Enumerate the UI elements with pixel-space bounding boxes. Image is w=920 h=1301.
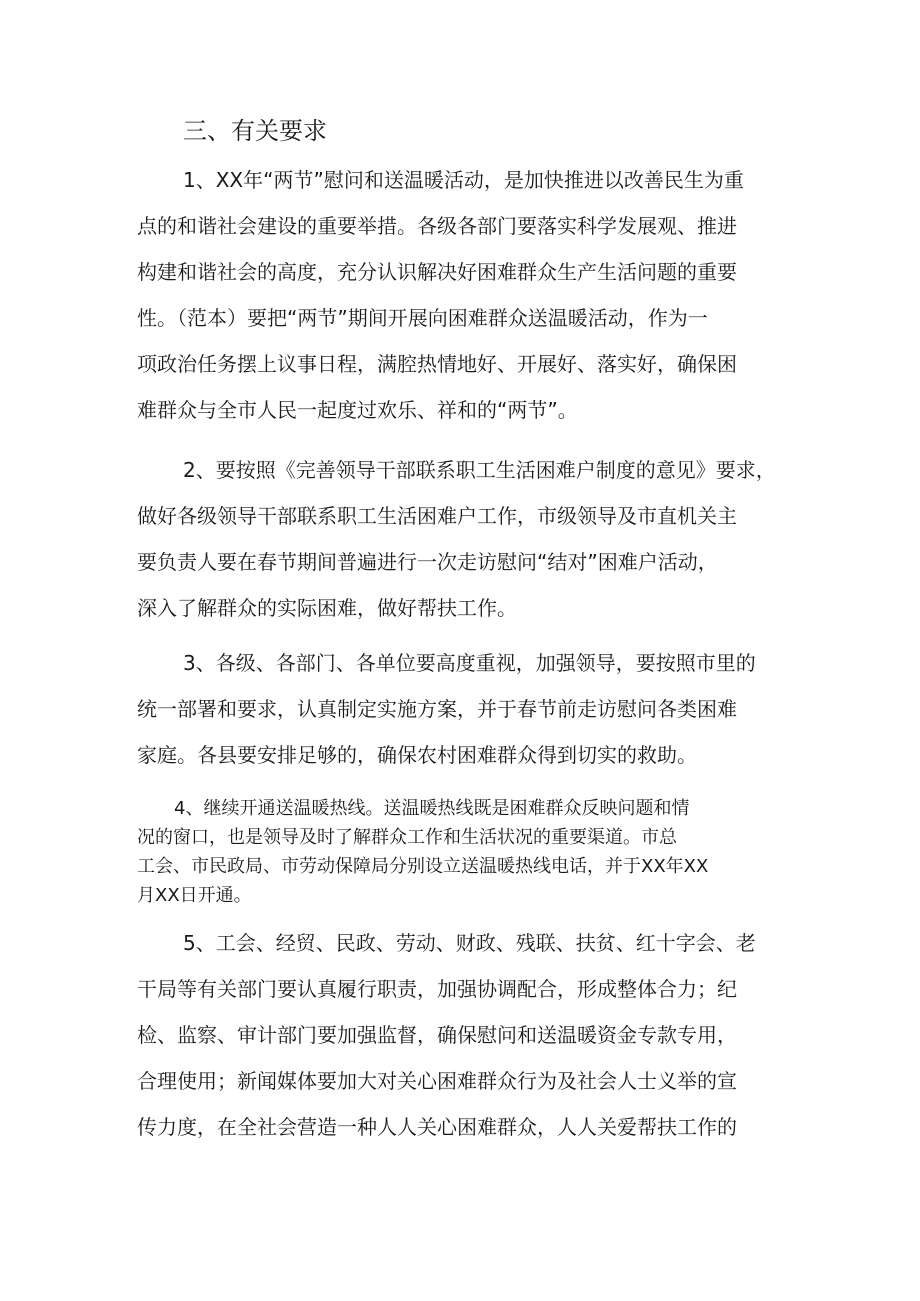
paragraph-line: 家庭。各县要安排足够的，确保农村困难群众得到切实的救助。 [137, 743, 697, 767]
paragraph-line: 4、继续开通送温暖热线。送温暖热线既是困难群众反映问题和情 [174, 798, 690, 819]
paragraph-line: 做好各级领导干部联系职工生活困难户工作，市级领导及市直机关主 [137, 504, 737, 528]
paragraph-line: 合理使用；新闻媒体要加大对关心困难群众行为及社会人士义举的宣 [137, 1069, 737, 1093]
paragraph-line: 1、XX年“两节”慰问和送温暖活动，是加快推进以改善民生为重 [183, 168, 744, 192]
paragraph-line: 工会、市民政局、市劳动保障局分别设立送温暖热线电话，并于XX年XX [137, 856, 709, 877]
paragraph-line: 干局等有关部门要认真履行职责，加强协调配合，形成整体合力；纪 [137, 977, 737, 1001]
paragraph-5 [137, 920, 797, 1150]
paragraph-line: 5、工会、经贸、民政、劳动、财政、残联、扶贫、红十字会、老 [183, 931, 756, 955]
paragraph-line: 3、各级、各部门、各单位要高度重视，加强领导，要按照市里的 [183, 651, 756, 675]
paragraph-line: 要负责人要在春节期间普遍进行一次走访慰问“结对”困难户活动， [137, 550, 718, 574]
paragraph-2 [137, 447, 797, 631]
paragraph-line: 深入了解群众的实际困难，做好帮扶工作。 [137, 596, 517, 620]
paragraph-line: 月XX日开通。 [137, 885, 252, 906]
paragraph-line: 2、要按照《完善领导干部联系职工生活困难户制度的意见》要求， [183, 458, 776, 482]
paragraph-line: 项政治任务摆上议事日程，满腔热情地好、开展好、落实好，确保困 [137, 352, 737, 376]
paragraph-line: 性。（范本）要把“两节”期间开展向困难群众送温暖活动，作为一 [137, 306, 708, 330]
paragraph-line: 点的和谐社会建设的重要举措。各级各部门要落实科学发展观、推进 [137, 214, 737, 238]
paragraph-line: 传力度，在全社会营造一种人人关心困难群众，人人关爱帮扶工作的 [137, 1115, 737, 1139]
paragraph-line: 检、监察、审计部门要加强监督，确保慰问和送温暖资金专款专用， [137, 1023, 737, 1047]
paragraph-3 [137, 640, 797, 778]
paragraph-line: 况的窗口，也是领导及时了解群众工作和生活状况的重要渠道。市总 [137, 827, 677, 848]
paragraph-4 [137, 794, 797, 910]
paragraph-line: 难群众与全市人民一起度过欢乐、祥和的“两节”。 [137, 398, 578, 422]
paragraph-line: 构建和谐社会的高度，充分认识解决好困难群众生产生活问题的重要 [137, 260, 737, 284]
section-heading: 三、有关要求 [183, 117, 327, 145]
paragraph-1 [137, 157, 797, 433]
paragraph-line: 统一部署和要求，认真制定实施方案，并于春节前走访慰问各类困难 [137, 697, 737, 721]
